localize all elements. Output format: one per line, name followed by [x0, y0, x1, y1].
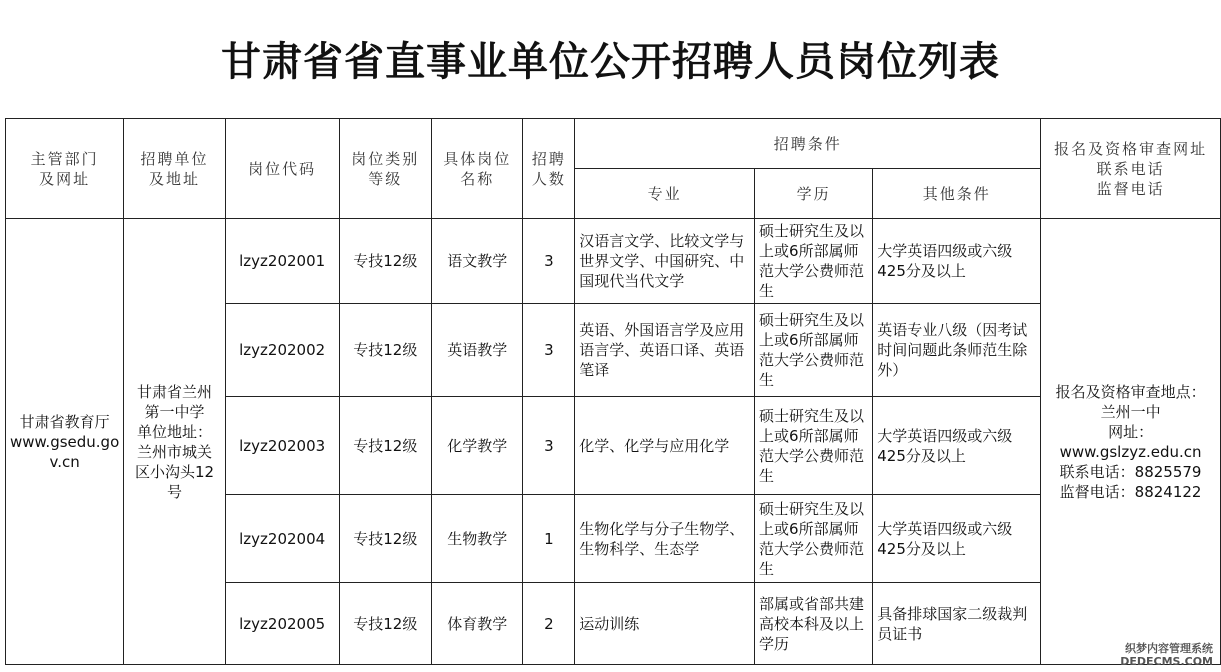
position-education: 硕士研究生及以上或6所部属师范大学公费师范生: [755, 219, 873, 304]
position-count: 3: [523, 304, 575, 397]
position-name: 语文教学: [432, 219, 523, 304]
header-category: 岗位类别 等级: [339, 119, 431, 219]
position-category: 专技12级: [339, 219, 431, 304]
position-education: 硕士研究生及以上或6所部属师范大学公费师范生: [755, 304, 873, 397]
position-education: 硕士研究生及以上或6所部属师范大学公费师范生: [755, 495, 873, 583]
position-name: 生物教学: [432, 495, 523, 583]
position-major: 汉语言文学、比较文学与世界文学、中国研究、中国现代当代文学: [575, 219, 755, 304]
unit-cell: 甘肃省兰州 第一中学 单位地址： 兰州市城关 区小沟头12 号: [124, 219, 225, 665]
watermark-line2: DEDECMS.COM: [1120, 655, 1213, 668]
position-code: lzyz202004: [225, 495, 339, 583]
watermark: [1120, 642, 1213, 668]
position-major: 运动训练: [575, 583, 755, 665]
header-dept: 主管部门 及网址: [6, 119, 124, 219]
position-name: 英语教学: [432, 304, 523, 397]
position-count: 3: [523, 219, 575, 304]
header-major: 专业: [575, 169, 755, 219]
position-major: 英语、外国语言学及应用语言学、英语口译、英语笔译: [575, 304, 755, 397]
header-code: 岗位代码: [225, 119, 339, 219]
position-count: 2: [523, 583, 575, 665]
watermark-line1: 织梦内容管理系统: [1125, 642, 1213, 655]
header-position-name: 具体岗位 名称: [432, 119, 523, 219]
header-conditions: 招聘条件: [575, 119, 1041, 169]
position-other: 大学英语四级或六级425分及以上: [873, 495, 1041, 583]
position-name: 化学教学: [432, 397, 523, 495]
position-category: 专技12级: [339, 304, 431, 397]
dept-cell: 甘肃省教育厅 www.gsedu.go v.cn: [6, 219, 124, 665]
position-major: 生物化学与分子生物学、生物科学、生态学: [575, 495, 755, 583]
header-other: 其他条件: [873, 169, 1041, 219]
position-code: lzyz202003: [225, 397, 339, 495]
header-count: 招聘 人数: [523, 119, 575, 219]
position-code: lzyz202005: [225, 583, 339, 665]
position-table: [5, 118, 1221, 665]
position-name: 体育教学: [432, 583, 523, 665]
position-category: 专技12级: [339, 397, 431, 495]
position-education: 部属或省部共建高校本科及以上学历: [755, 583, 873, 665]
contact-cell: 报名及资格审查地点： 兰州一中 网址： www.gslzyz.edu.cn 联系电话：8825579 监督电话：8824122: [1041, 219, 1221, 665]
position-other: 具备排球国家二级裁判员证书: [873, 583, 1041, 665]
position-other: 大学英语四级或六级425分及以上: [873, 397, 1041, 495]
header-education: 学历: [755, 169, 873, 219]
position-other: 英语专业八级（因考试时间问题此条师范生除外）: [873, 304, 1041, 397]
position-education: 硕士研究生及以上或6所部属师范大学公费师范生: [755, 397, 873, 495]
position-count: 3: [523, 397, 575, 495]
header-unit: 招聘单位 及地址: [124, 119, 225, 219]
position-code: lzyz202002: [225, 304, 339, 397]
position-count: 1: [523, 495, 575, 583]
header-contact: 报名及资格审查网址 联系电话 监督电话: [1041, 119, 1221, 219]
position-other: 大学英语四级或六级425分及以上: [873, 219, 1041, 304]
position-major: 化学、化学与应用化学: [575, 397, 755, 495]
page-title: 甘肃省省直事业单位公开招聘人员岗位列表: [221, 39, 1000, 85]
position-category: 专技12级: [339, 495, 431, 583]
position-code: lzyz202001: [225, 219, 339, 304]
position-category: 专技12级: [339, 583, 431, 665]
table-row: [6, 219, 1221, 304]
